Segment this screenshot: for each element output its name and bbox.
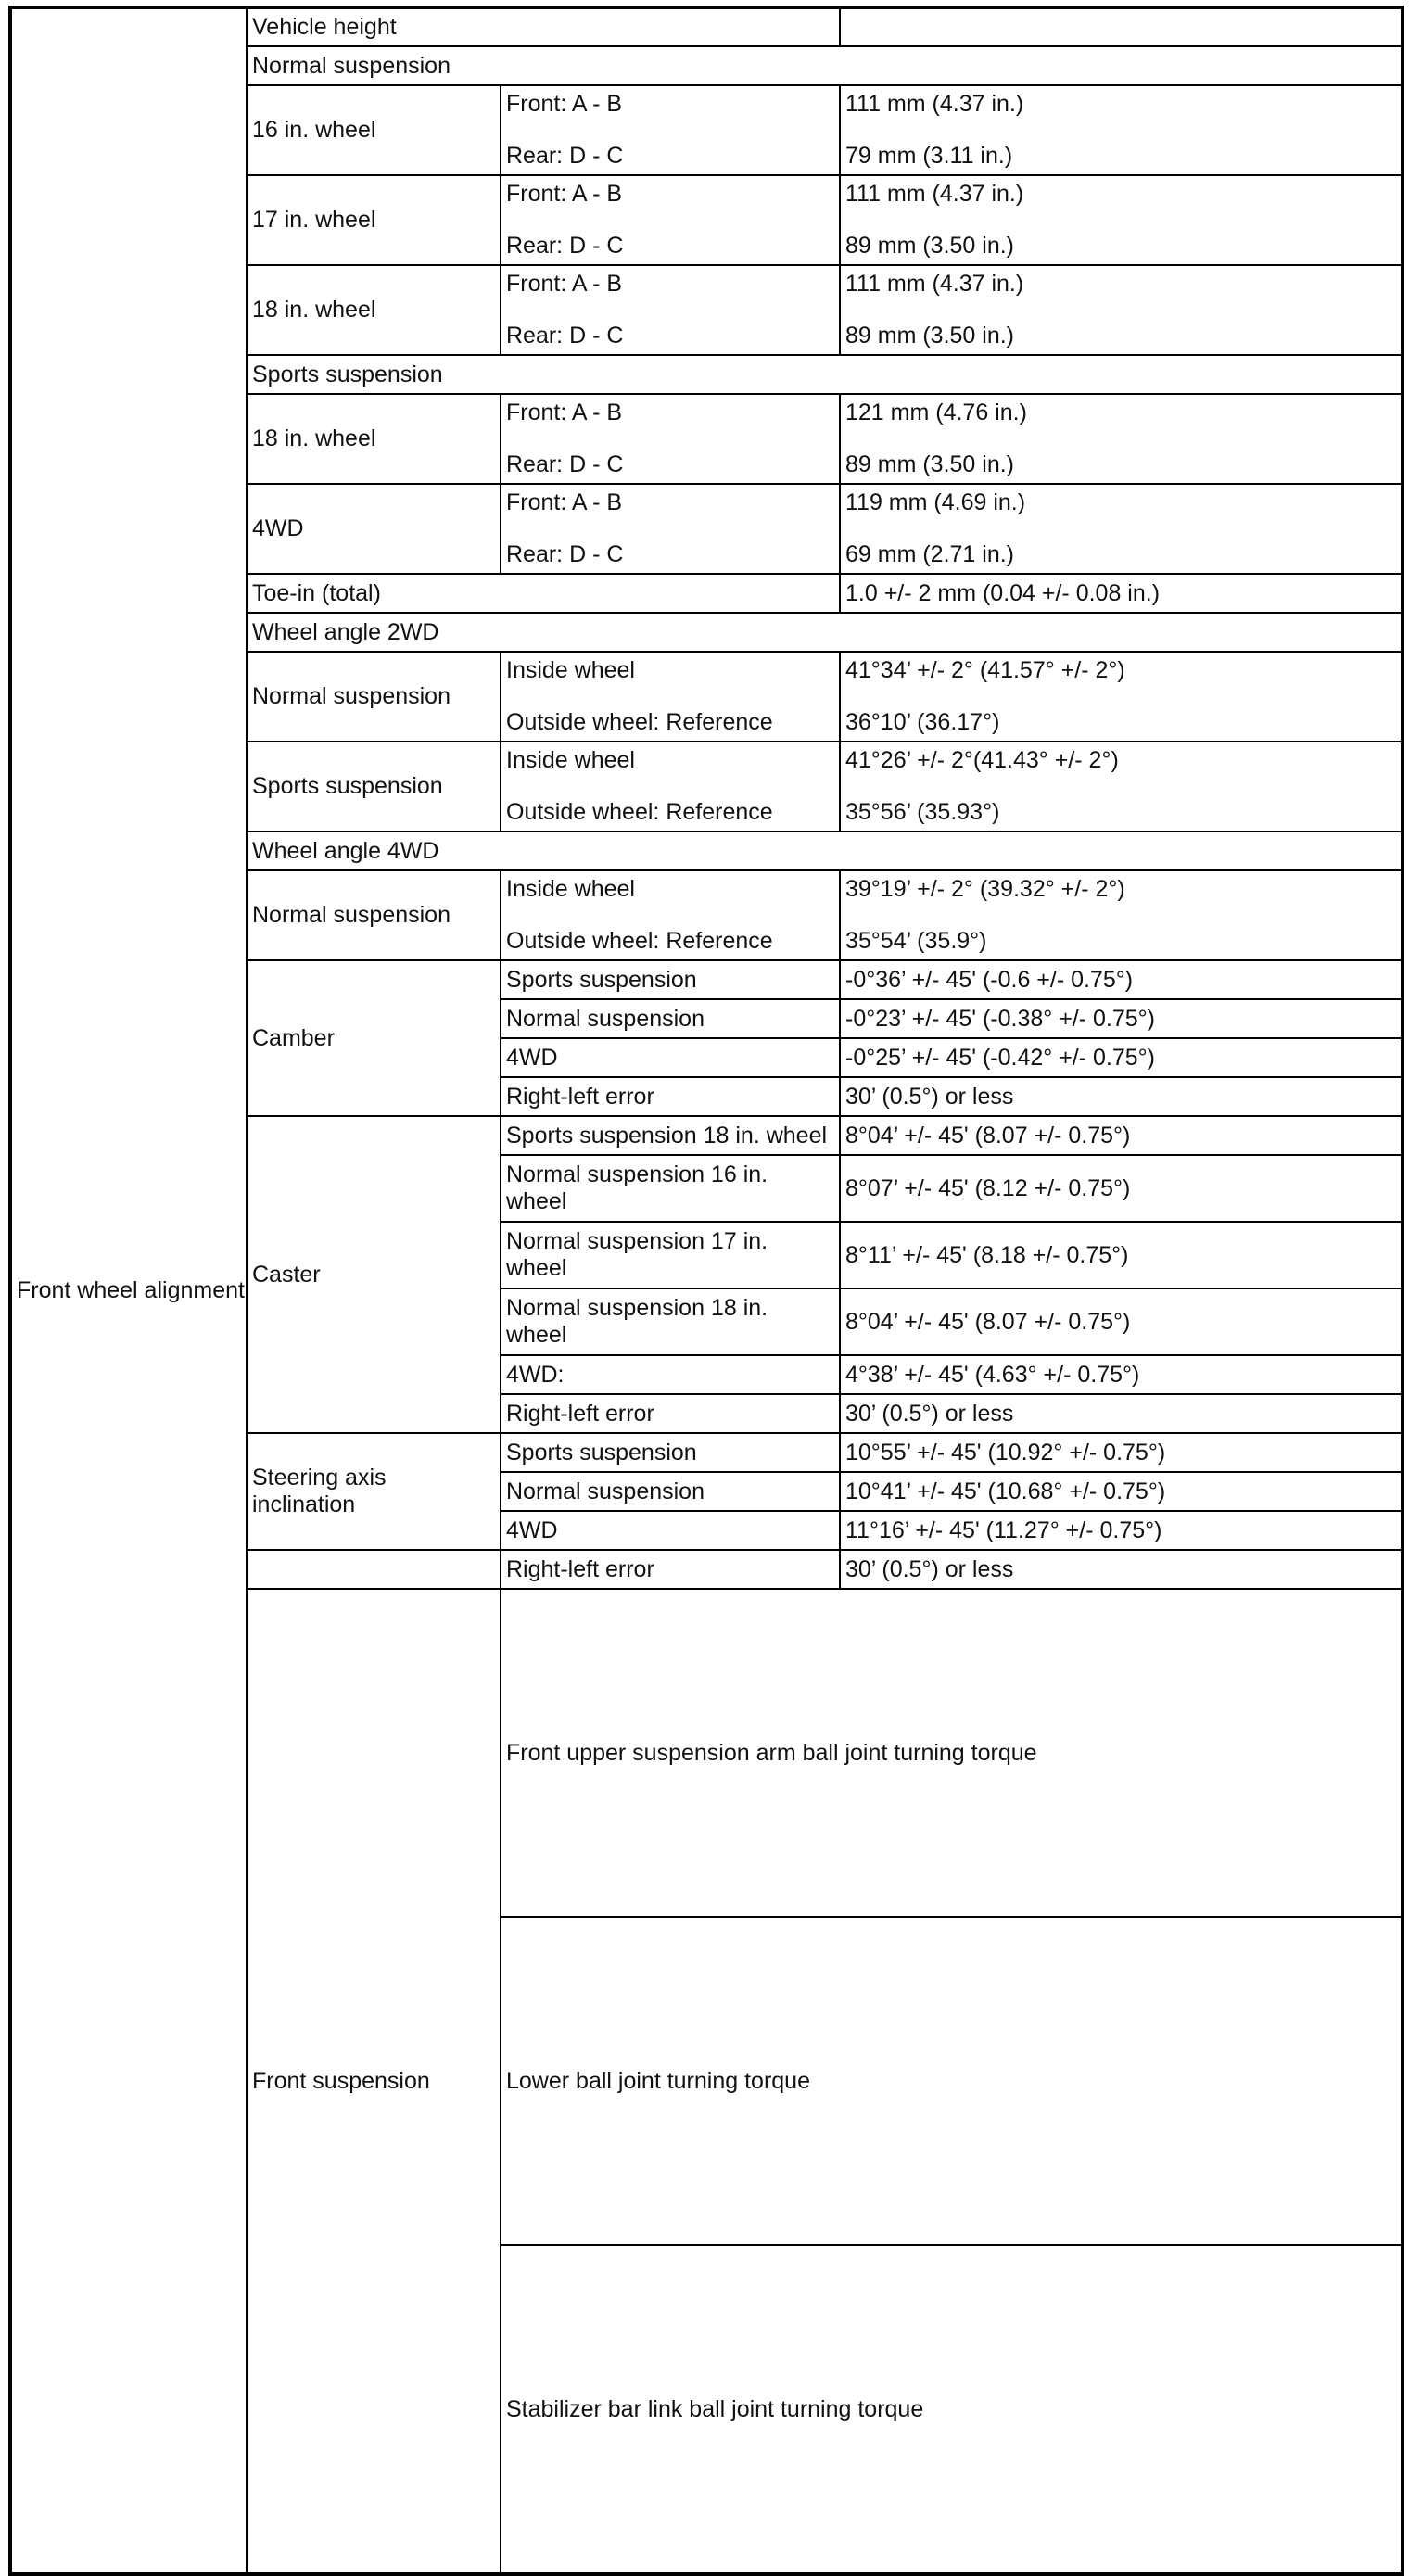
camber-row-value: -0°36’ +/- 45' (-0.6 +/- 0.75°) bbox=[840, 960, 1403, 999]
camber-row-value: -0°25’ +/- 45' (-0.42° +/- 0.75°) bbox=[840, 1038, 1403, 1077]
position-values bbox=[840, 175, 1403, 265]
wheel-angle-4wd-title: Wheel angle 4WD bbox=[247, 831, 1403, 870]
front-value: 111 mm (4.37 in.) bbox=[845, 271, 1024, 297]
suspension-row-label: Lower ball joint turning torque bbox=[501, 1917, 1403, 2245]
wheel-size-label: 18 in. wheel bbox=[247, 265, 501, 355]
empty-cell bbox=[247, 1550, 501, 1589]
steering-axis-row-label: 4WD bbox=[501, 1511, 840, 1550]
wheel-values bbox=[840, 742, 1403, 831]
caster-row-label: Normal suspension 16 in. wheel bbox=[501, 1155, 840, 1222]
front-value: 119 mm (4.69 in.) bbox=[845, 489, 1026, 515]
suspension-label: Sports suspension bbox=[247, 742, 501, 831]
rear-value: 69 mm (2.71 in.) bbox=[845, 541, 1015, 567]
category-front-suspension: Front suspension bbox=[247, 1589, 501, 2574]
wheel-size-label: 18 in. wheel bbox=[247, 394, 501, 484]
rear-label: Rear: D - C bbox=[506, 323, 624, 349]
caster-row-value: 8°07’ +/- 45' (8.12 +/- 0.75°) bbox=[840, 1155, 1403, 1222]
camber-row-value: 30’ (0.5°) or less bbox=[840, 1077, 1403, 1116]
caster-row-label: Sports suspension 18 in. wheel bbox=[501, 1116, 840, 1155]
outside-wheel-label: Outside wheel: Reference bbox=[506, 928, 773, 954]
front-label: Front: A - B bbox=[506, 400, 623, 425]
caster-row-value: 8°04’ +/- 45' (8.07 +/- 0.75°) bbox=[840, 1288, 1403, 1355]
table-row bbox=[10, 7, 1403, 46]
steering-axis-row-value: 11°16’ +/- 45' (11.27° +/- 0.75°) bbox=[840, 1511, 1403, 1550]
suspension-row-label: Front upper suspension arm ball joint turning torque bbox=[501, 1589, 1403, 1917]
steering-axis-error-label: Right-left error bbox=[501, 1550, 840, 1589]
caster-row-label: Normal suspension 18 in. wheel bbox=[501, 1288, 840, 1355]
steering-axis-row-value: 10°41’ +/- 45' (10.68° +/- 0.75°) bbox=[840, 1472, 1403, 1511]
wheel-size-label: 16 in. wheel bbox=[247, 85, 501, 175]
rear-value: 89 mm (3.50 in.) bbox=[845, 323, 1015, 349]
position-labels bbox=[501, 484, 840, 574]
steering-axis-error-value: 30’ (0.5°) or less bbox=[840, 1550, 1403, 1589]
position-labels bbox=[501, 394, 840, 484]
inside-wheel-value: 41°34’ +/- 2° (41.57° +/- 2°) bbox=[845, 657, 1125, 683]
front-label: Front: A - B bbox=[506, 271, 623, 297]
steering-axis-row-value: 10°55’ +/- 45' (10.92° +/- 0.75°) bbox=[840, 1433, 1403, 1472]
wheel-labels bbox=[501, 870, 840, 960]
front-label: Front: A - B bbox=[506, 489, 623, 515]
position-values bbox=[840, 394, 1403, 484]
rear-value: 79 mm (3.11 in.) bbox=[845, 143, 1013, 169]
position-labels bbox=[501, 85, 840, 175]
position-values bbox=[840, 484, 1403, 574]
rear-label: Rear: D - C bbox=[506, 451, 624, 477]
inside-wheel-value: 39°19’ +/- 2° (39.32° +/- 2°) bbox=[845, 876, 1125, 902]
suspension-row-label: Stabilizer bar link ball joint turning torque bbox=[501, 2245, 1403, 2574]
camber-row-label: Sports suspension bbox=[501, 960, 840, 999]
outside-wheel-label: Outside wheel: Reference bbox=[506, 799, 773, 825]
caster-row-value: 4°38’ +/- 45' (4.63° +/- 0.75°) bbox=[840, 1355, 1403, 1394]
position-values bbox=[840, 85, 1403, 175]
wheel-values bbox=[840, 870, 1403, 960]
caster-row-value: 8°11’ +/- 45' (8.18 +/- 0.75°) bbox=[840, 1222, 1403, 1288]
vehicle-height-value-empty bbox=[840, 7, 1403, 46]
steering-axis-row-label: Normal suspension bbox=[501, 1472, 840, 1511]
vehicle-height-title: Vehicle height bbox=[247, 7, 840, 46]
wheel-angle-2wd-title: Wheel angle 2WD bbox=[247, 613, 1403, 652]
wheel-size-label: 17 in. wheel bbox=[247, 175, 501, 265]
outside-wheel-value: 35°56’ (35.93°) bbox=[845, 799, 1000, 825]
normal-suspension-header: Normal suspension bbox=[247, 46, 1403, 85]
outside-wheel-value: 35°54’ (35.9°) bbox=[845, 928, 987, 954]
inside-wheel-label: Inside wheel bbox=[506, 657, 635, 683]
suspension-label: Normal suspension bbox=[247, 652, 501, 742]
inside-wheel-value: 41°26’ +/- 2°(41.43° +/- 2°) bbox=[845, 747, 1119, 773]
caster-row-label: 4WD: bbox=[501, 1355, 840, 1394]
rear-label: Rear: D - C bbox=[506, 233, 624, 259]
rear-label: Rear: D - C bbox=[506, 143, 624, 169]
front-value: 121 mm (4.76 in.) bbox=[845, 400, 1027, 425]
toe-in-label: Toe-in (total) bbox=[247, 574, 840, 613]
steering-axis-label: Steering axis inclination bbox=[247, 1433, 501, 1550]
front-value: 111 mm (4.37 in.) bbox=[845, 91, 1024, 117]
caster-label: Caster bbox=[247, 1116, 501, 1433]
camber-row-label: Right-left error bbox=[501, 1077, 840, 1116]
suspension-label: Normal suspension bbox=[247, 870, 501, 960]
front-value: 111 mm (4.37 in.) bbox=[845, 181, 1024, 207]
wheel-labels bbox=[501, 652, 840, 742]
inside-wheel-label: Inside wheel bbox=[506, 876, 635, 902]
rear-label: Rear: D - C bbox=[506, 541, 624, 567]
spec-table bbox=[8, 6, 1404, 2576]
front-label: Front: A - B bbox=[506, 181, 623, 207]
position-labels bbox=[501, 265, 840, 355]
camber-row-label: Normal suspension bbox=[501, 999, 840, 1038]
caster-row-value: 8°04’ +/- 45' (8.07 +/- 0.75°) bbox=[840, 1116, 1403, 1155]
inside-wheel-label: Inside wheel bbox=[506, 747, 635, 773]
camber-label: Camber bbox=[247, 960, 501, 1116]
wheel-values bbox=[840, 652, 1403, 742]
position-labels bbox=[501, 175, 840, 265]
caster-row-value: 30’ (0.5°) or less bbox=[840, 1394, 1403, 1433]
wheel-size-label: 4WD bbox=[247, 484, 501, 574]
front-label: Front: A - B bbox=[506, 91, 623, 117]
caster-row-label: Right-left error bbox=[501, 1394, 840, 1433]
camber-row-value: -0°23’ +/- 45' (-0.38° +/- 0.75°) bbox=[840, 999, 1403, 1038]
sports-suspension-header: Sports suspension bbox=[247, 355, 1403, 394]
rear-value: 89 mm (3.50 in.) bbox=[845, 451, 1015, 477]
caster-row-label: Normal suspension 17 in. wheel bbox=[501, 1222, 840, 1288]
toe-in-value: 1.0 +/- 2 mm (0.04 +/- 0.08 in.) bbox=[840, 574, 1403, 613]
wheel-labels bbox=[501, 742, 840, 831]
outside-wheel-label: Outside wheel: Reference bbox=[506, 709, 773, 735]
category-front-wheel-alignment: Front wheel alignment bbox=[10, 7, 247, 2574]
outside-wheel-value: 36°10’ (36.17°) bbox=[845, 709, 1000, 735]
position-values bbox=[840, 265, 1403, 355]
rear-value: 89 mm (3.50 in.) bbox=[845, 233, 1015, 259]
steering-axis-row-label: Sports suspension bbox=[501, 1433, 840, 1472]
camber-row-label: 4WD bbox=[501, 1038, 840, 1077]
